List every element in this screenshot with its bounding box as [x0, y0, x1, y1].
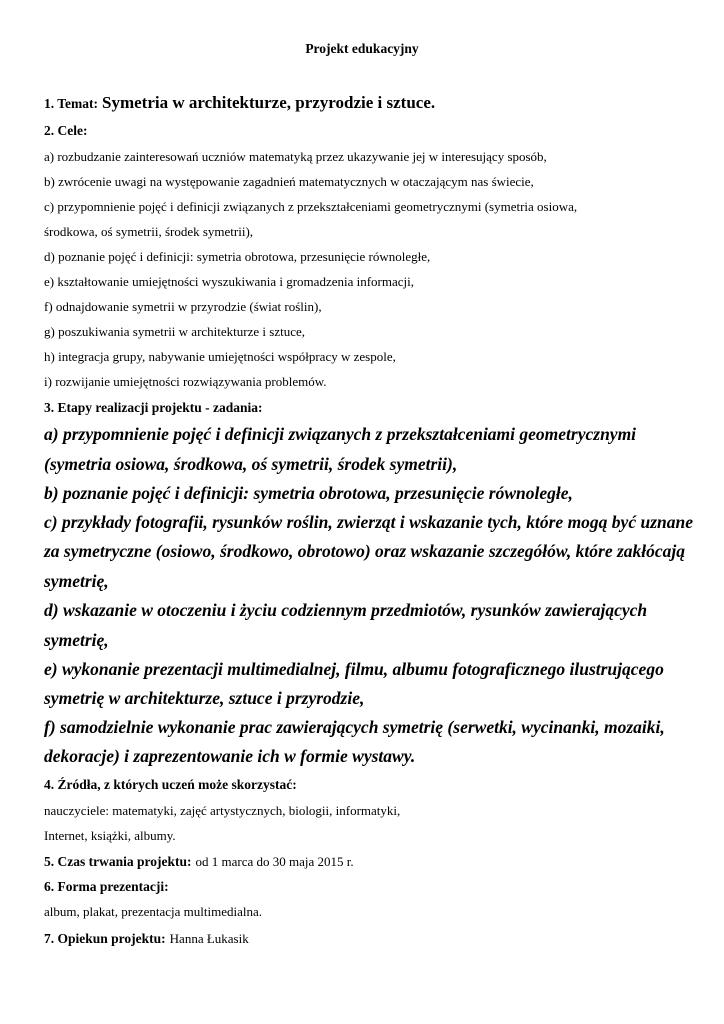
stage-item: e) wykonanie prezentacji multimedialnej, filmu, albumu fotograficznego ilustrującego	[44, 659, 664, 679]
goal-item: g) poszukiwania symetrii w architekturze i sztuce,	[44, 324, 305, 339]
goal-item: h) integracja grupy, nabywanie umiejętności współpracy w zespole,	[44, 349, 396, 364]
goal-item: b) zwrócenie uwagi na występowanie zagadnień matematycznych w otaczającym nas świecie,	[44, 174, 534, 189]
stages-heading: 3. Etapy realizacji projektu - zadania:	[44, 400, 263, 415]
topic-line	[44, 93, 435, 113]
supervisor-label: 7. Opiekun projektu:	[44, 931, 166, 946]
duration-label: 5. Czas trwania projektu:	[44, 854, 192, 869]
sources-item: Internet, książki, albumy.	[44, 828, 176, 843]
sources-item: nauczyciele: matematyki, zajęć artystycznych, biologii, informatyki,	[44, 803, 401, 818]
duration-line	[44, 853, 354, 871]
presentation-heading: 6. Forma prezentacji:	[44, 879, 169, 894]
stage-item: za symetryczne (osiowo, środkowo, obrotowo) oraz wskazanie szczegółów, które zakłócają	[44, 541, 686, 561]
stage-item: a) przypomnienie pojęć i definicji związanych z przekształceniami geometrycznymi	[44, 424, 637, 444]
stage-item: b) poznanie pojęć i definicji: symetria obrotowa, przesunięcie równoległe,	[44, 483, 573, 503]
document-title: Projekt edukacyjny	[305, 41, 419, 56]
goal-item: d) poznanie pojęć i definicji: symetria obrotowa, przesunięcie równoległe,	[44, 249, 431, 264]
goal-item: c) przypomnienie pojęć i definicji związanych z przekształceniami geometrycznymi (symetria osiowa,	[44, 199, 578, 214]
supervisor-value: Hanna Łukasik	[169, 931, 249, 946]
duration-value: od 1 marca do 30 maja 2015 r.	[195, 854, 354, 869]
supervisor-line	[44, 930, 249, 948]
goals-heading: 2. Cele:	[44, 123, 88, 138]
stage-item: symetrię w architekturze, sztuce i przyrodzie,	[44, 688, 365, 708]
stage-item: dekoracje) i zaprezentowanie ich w formie wystawy.	[44, 746, 416, 766]
goal-item: i) rozwijanie umiejętności rozwiązywania problemów.	[44, 374, 327, 389]
goal-item: e) kształtowanie umiejętności wyszukiwania i gromadzenia informacji,	[44, 274, 415, 289]
presentation-value: album, plakat, prezentacja multimedialna.	[44, 904, 263, 919]
stage-item: symetrię,	[44, 571, 109, 591]
topic-label: 1. Temat:	[44, 96, 98, 111]
stage-item: d) wskazanie w otoczeniu i życiu codziennym przedmiotów, rysunków zawierających	[44, 600, 648, 620]
topic-value: Symetria w architekturze, przyrodzie i sztuce.	[102, 93, 436, 112]
stage-item: (symetria osiowa, środkowa, oś symetrii, środek symetrii),	[44, 454, 458, 474]
goal-item: f) odnajdowanie symetrii w przyrodzie (świat roślin),	[44, 299, 322, 314]
sources-heading: 4. Źródła, z których uczeń może skorzystać:	[44, 777, 297, 792]
stage-item: c) przykłady fotografii, rysunków roślin, zwierząt i wskazanie tych, które mogą być uznane	[44, 512, 693, 532]
goal-item: a) rozbudzanie zainteresowań uczniów matematyką przez ukazywanie jej w interesujący sposób,	[44, 149, 547, 164]
stage-item: f) samodzielnie wykonanie prac zawierających symetrię (serwetki, wycinanki, mozaiki,	[44, 717, 665, 737]
stage-item: symetrię,	[44, 630, 109, 650]
goal-item: środkowa, oś symetrii, środek symetrii),	[44, 224, 254, 239]
